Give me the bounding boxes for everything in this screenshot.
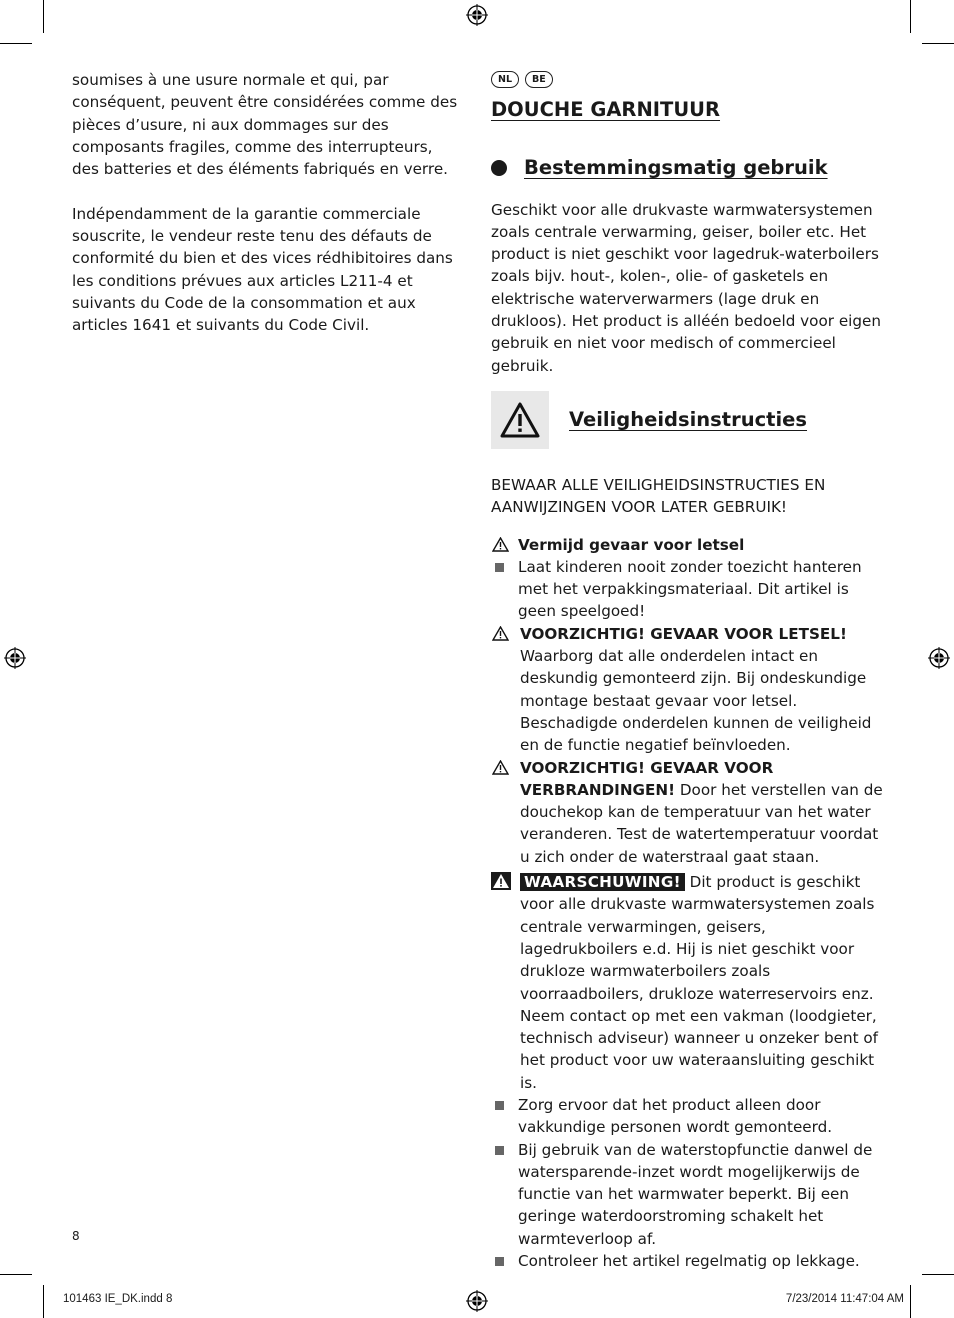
crop-mark [910,1285,911,1318]
slug-file-info: 101463 IE_DK.indd 8 [63,1293,173,1305]
caution-text: Door het verstellen van de douchekop kan de temperatuur van het water veranderen. Test de watertemperatuur voordat u zich onder de waterstraal gaat staan. [520,780,883,866]
square-bullet-icon [495,563,504,572]
list-item [491,556,883,623]
warning-triangle-icon [492,537,509,552]
crop-mark [922,43,954,44]
square-bullet-icon [495,1101,504,1110]
list-item [491,1094,883,1139]
section-intended-use-heading: Bestemmingsmatig gebruik [524,156,828,180]
left-paragraph-2: Indépendamment de la garantie commerciale souscrite, le vendeur reste tenu des défauts de conformité du bien et des vices rédhibitoires dans les conditions prévues aux articles L211-4 et suivants du Code de la consommation et aux articles 1641 et suivants du Code Civil. [72,204,453,335]
caution-item [491,623,883,757]
crop-mark [43,1285,44,1318]
section-safety-heading: Veiligheidsinstructies [569,407,808,431]
registration-mark-icon [928,647,950,669]
registration-mark-icon [466,4,488,26]
square-bullet-icon [495,1146,504,1155]
language-badges [491,69,883,89]
bullet-dot-icon [491,160,507,176]
list-item-text: Zorg ervoor dat het product alleen door vakkundige personen wordt gemonteerd. [518,1095,833,1137]
caution-item [491,757,883,868]
section-intended-use-text: Geschikt voor alle drukvaste warmwatersystemen zoals centrale verwarming, geiser, boiler etc. Het product is niet geschikt voor lagedruk-waterboilers zoals bijv. hout-, kolen-, olie- of gasketels en elektrische waterverwarmers (lage druk en drukloos). Het product is alléén bedoeld voor eigen gebruik en niet voor medisch of commercieel gebruik. [491,200,882,375]
warning-triangle-icon [492,626,509,641]
page-number: 8 [72,1229,80,1243]
warning-triangle-icon [491,391,549,449]
square-bullet-icon [495,1257,504,1266]
keep-instructions-notice: BEWAAR ALLE VEILIGHEIDSINSTRUCTIES EN AANWIJZINGEN VOOR LATER GEBRUIK! [491,475,826,517]
caution-label: VOORZICHTIG! GEVAAR VOOR LETSEL! [520,624,847,643]
warning-item [491,871,883,1094]
injury-heading-item [491,534,883,556]
registration-mark-icon [4,647,26,669]
crop-mark [0,43,32,44]
list-item [491,1139,883,1250]
list-item-text: Controleer het artikel regelmatig op lekkage. [518,1252,860,1271]
language-badge-nl: NL [491,71,519,88]
section-safety-heading-row [491,391,883,449]
crop-mark [910,0,911,33]
left-column [72,69,464,359]
section-intended-use-heading-row [491,157,883,179]
crop-mark [922,1274,954,1275]
caution-text: Waarborg dat alle onderdelen intact en deskundig gemonteerd zijn. Bij ondeskundige montage bestaat gevaar voor letsel. Beschadigde onderdelen kunnen de veiligheid en de functie negatief beïnvloeden. [520,647,872,755]
registration-mark-icon [466,1290,488,1312]
crop-mark [43,0,44,33]
caution-label: VOORZICHTIG! GEVAAR VOOR VERBRANDINGEN! [520,758,774,799]
warning-filled-triangle-icon [491,872,511,890]
warning-text: Dit product is geschikt voor alle drukvaste warmwatersystemen zoals centrale verwarmingen, geisers, lagedrukboilers e.d. Hij is niet geschikt voor drukloze warmwaterboilers zoals voorraadboilers, drukloze waterreservoirs enz. Neem contact op met een vakman (loodgieter, technisch adviseur) wanneer u onzeker bent of het product voor uw wateraansluiting geschikt is. [520,873,878,1092]
crop-mark [0,1274,32,1275]
left-paragraph-1: soumises à une usure normale et qui, par conséquent, peuvent être considérées comme des pièces d’usure, ni aux dommages sur des composants fragiles, comme des interrupteurs, des batteries et des éléments fabriqués en verre. [72,71,458,179]
warning-label: WAARSCHUWING! [520,873,685,891]
list-item-text: Bij gebruik van de waterstopfunctie danwel de watersparende-inzet wordt mogelijkerwijs de functie van het warmwater beperkt. Bij een geringe waterdoorstroming schakelt het warmteverloop af. [518,1140,873,1248]
injury-heading: Vermijd gevaar voor letsel [518,535,745,554]
document-title: DOUCHE GARNITUUR [491,98,721,121]
slug-date-time: 7/23/2014 11:47:04 AM [785,1293,904,1305]
warning-triangle-icon [492,760,509,775]
list-item-text: Laat kinderen nooit zonder toezicht hanteren met het verpakkingsmateriaal. Dit artikel is geen speelgoed! [518,557,862,621]
list-item [491,1250,883,1272]
language-badge-be: BE [525,71,553,88]
right-column [491,69,883,1272]
